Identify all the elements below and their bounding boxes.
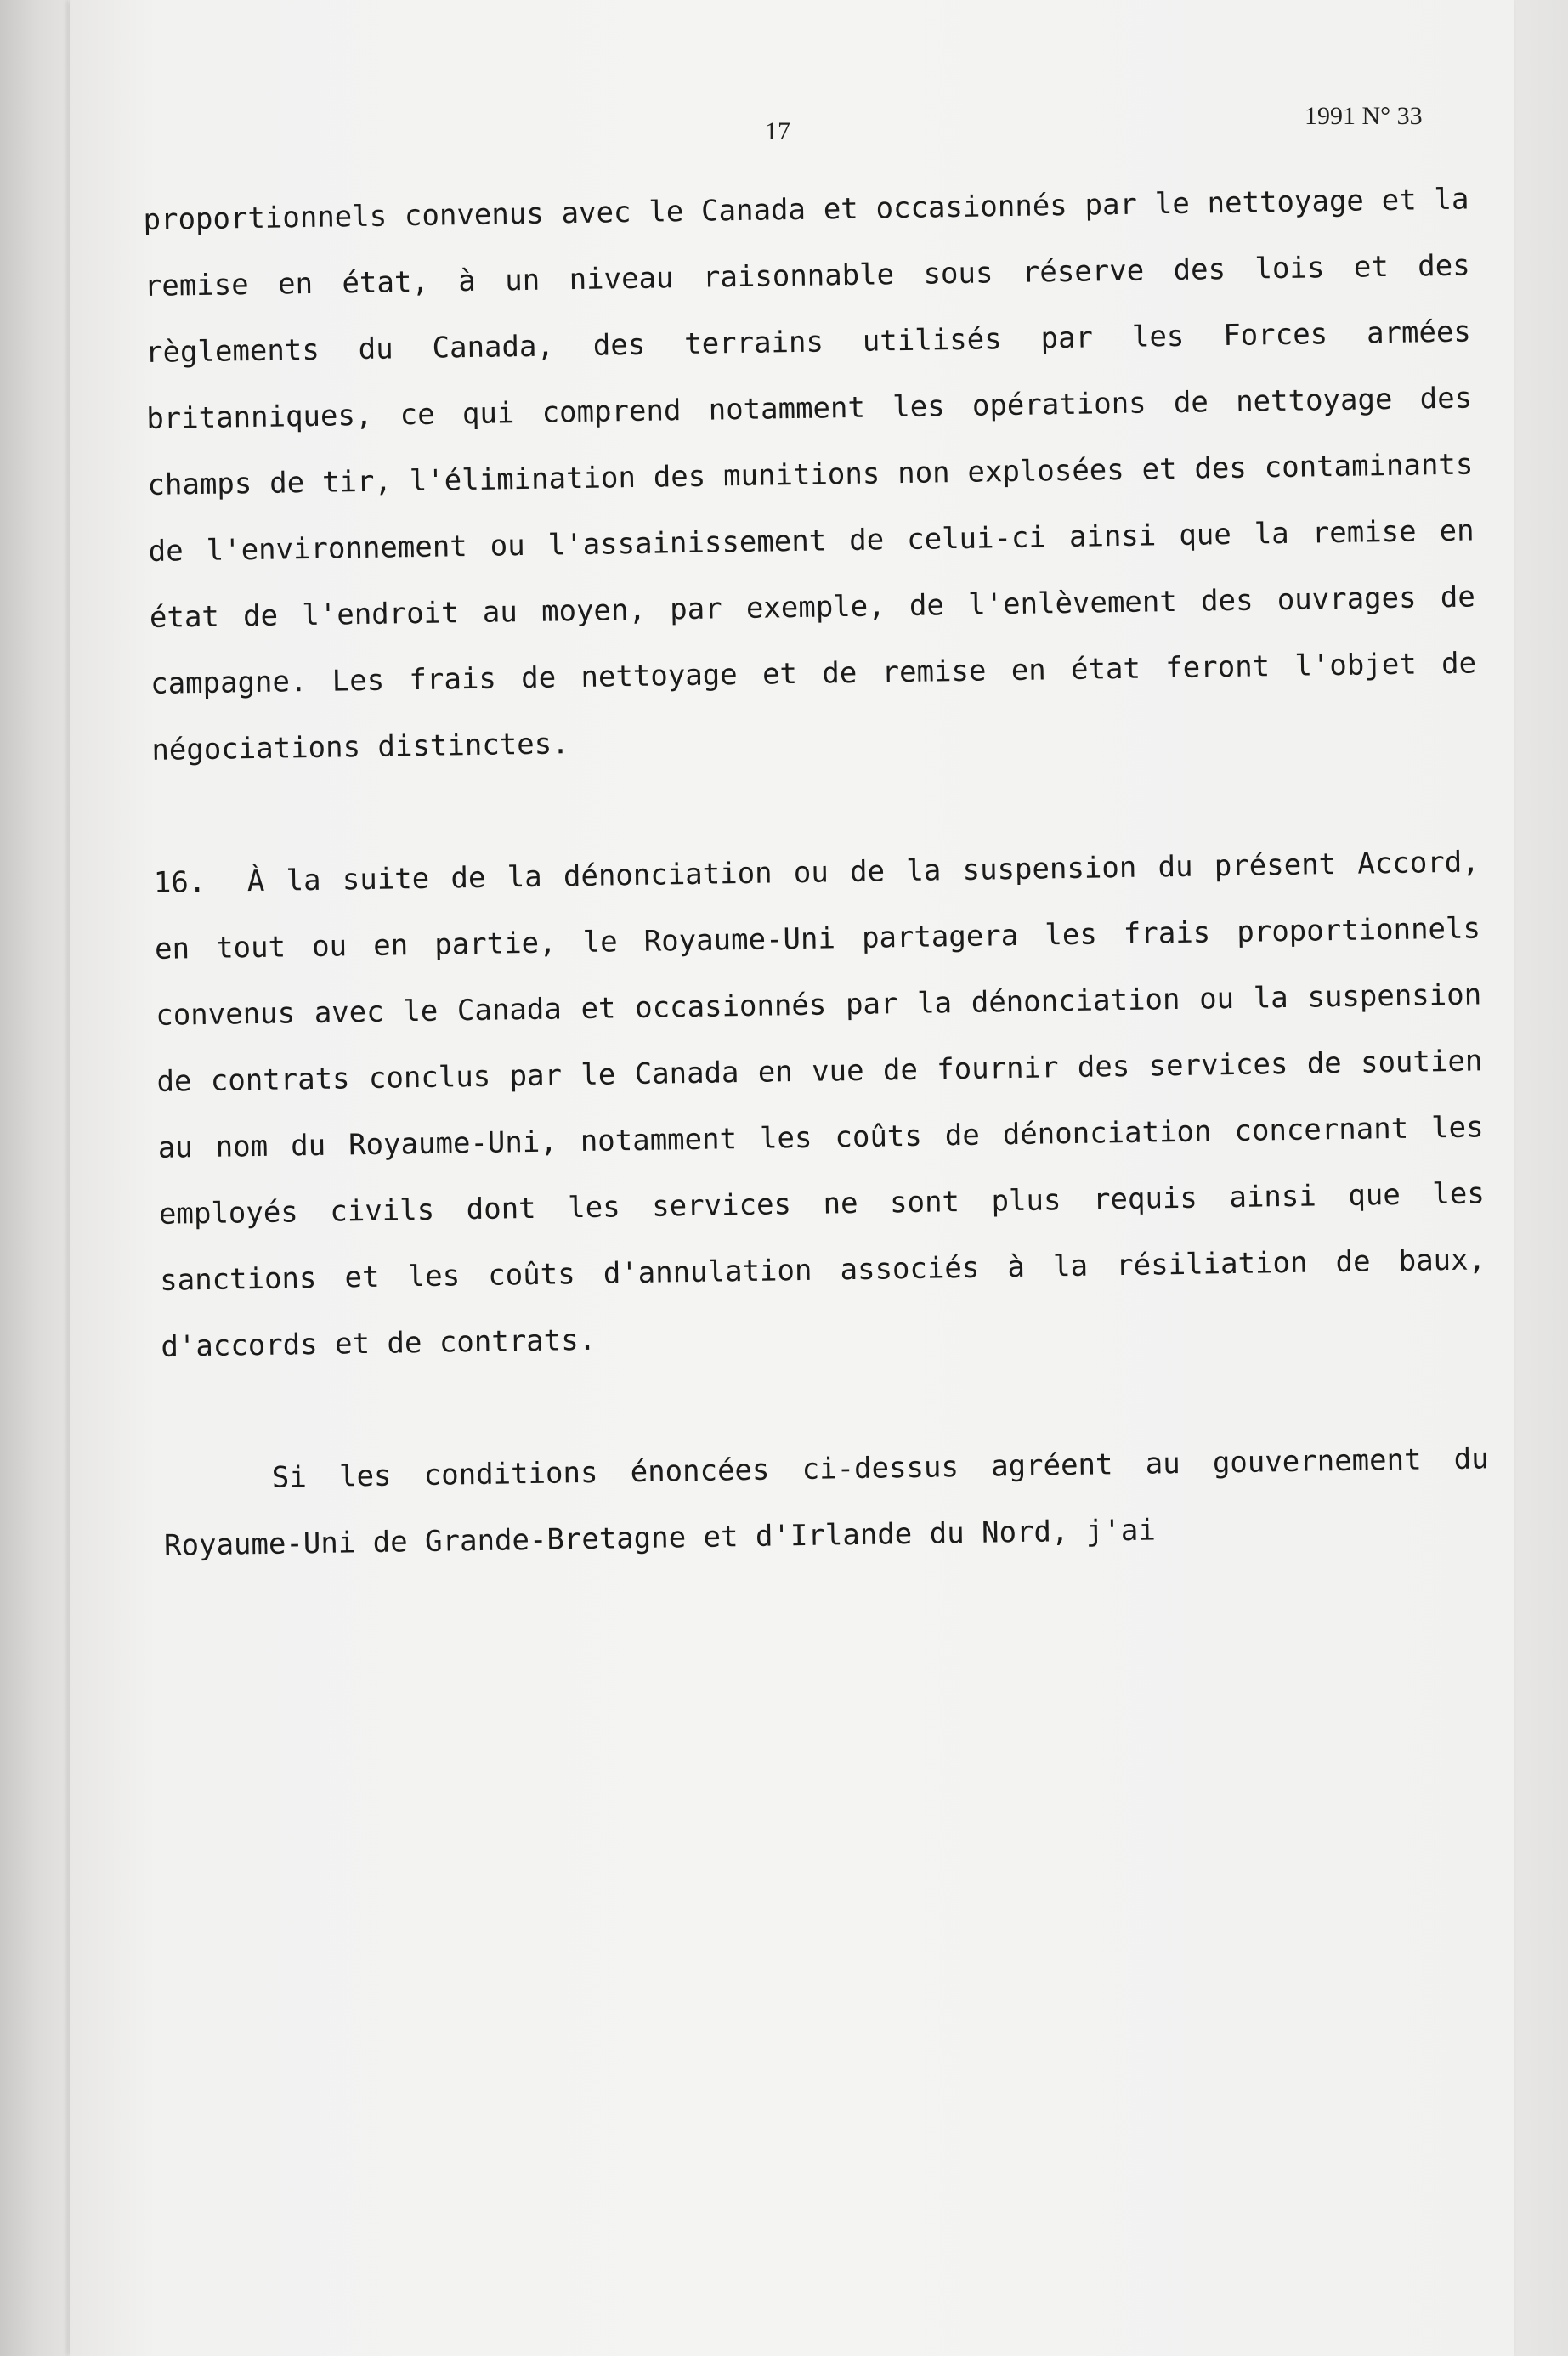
paragraph-text: Si les conditions énoncées ci-dessus agréent au gouvernement du Royaume-Uni de Grande-Bretagne et d'Irlande du Nord, j'ai: [163, 1441, 1490, 1563]
paragraph-text: À la suite de la dénonciation ou de la suspension du présent Accord, en tout ou en partie, le Royaume-Uni partagera les frais proportionnels convenus avec le Canada et occasionnés par la dénonciation ou la suspension de contrats conclus par le Canada en vue de fournir des services de soutien au nom du Royaume-Uni, notamment les coûts de dénonciation concernant les employés civils dont les services ne sont plus requis ainsi que les sanctions et les coûts d'annulation associés à la résiliation de baux, d'accords et de contrats.: [154, 845, 1486, 1364]
binding-shadow: [0, 0, 68, 2356]
page-number: 17: [765, 117, 790, 145]
paragraph-closing: [162, 1425, 1490, 1578]
page-header: [0, 102, 1568, 153]
document-body: [143, 166, 1491, 1578]
gazette-issue-reference: 1991 N° 33: [1305, 102, 1423, 130]
paragraph-text: proportionnels convenus avec le Canada et occasionnés par le nettoyage et la remise en état, à un niveau raisonnable sous réserve des lois et des règlements du Canada, des terrains utilisés par les Forces armées britanniques, ce qui comprend notamment les opérations de nettoyage des champs de tir, l'élimination des munitions non explosées et des contaminants de l'environnement ou l'assainissement de celui-ci ainsi que la remise en état de l'endroit au moyen, par exemple, de l'enlèvement des ouvrages de campagne. Les frais de nettoyage et de remise en état feront l'objet de négociations distinctes.: [143, 182, 1477, 767]
paragraph-number: 16.: [153, 864, 207, 900]
paragraph-16: [153, 829, 1487, 1379]
paragraph-continuation: [143, 166, 1478, 783]
